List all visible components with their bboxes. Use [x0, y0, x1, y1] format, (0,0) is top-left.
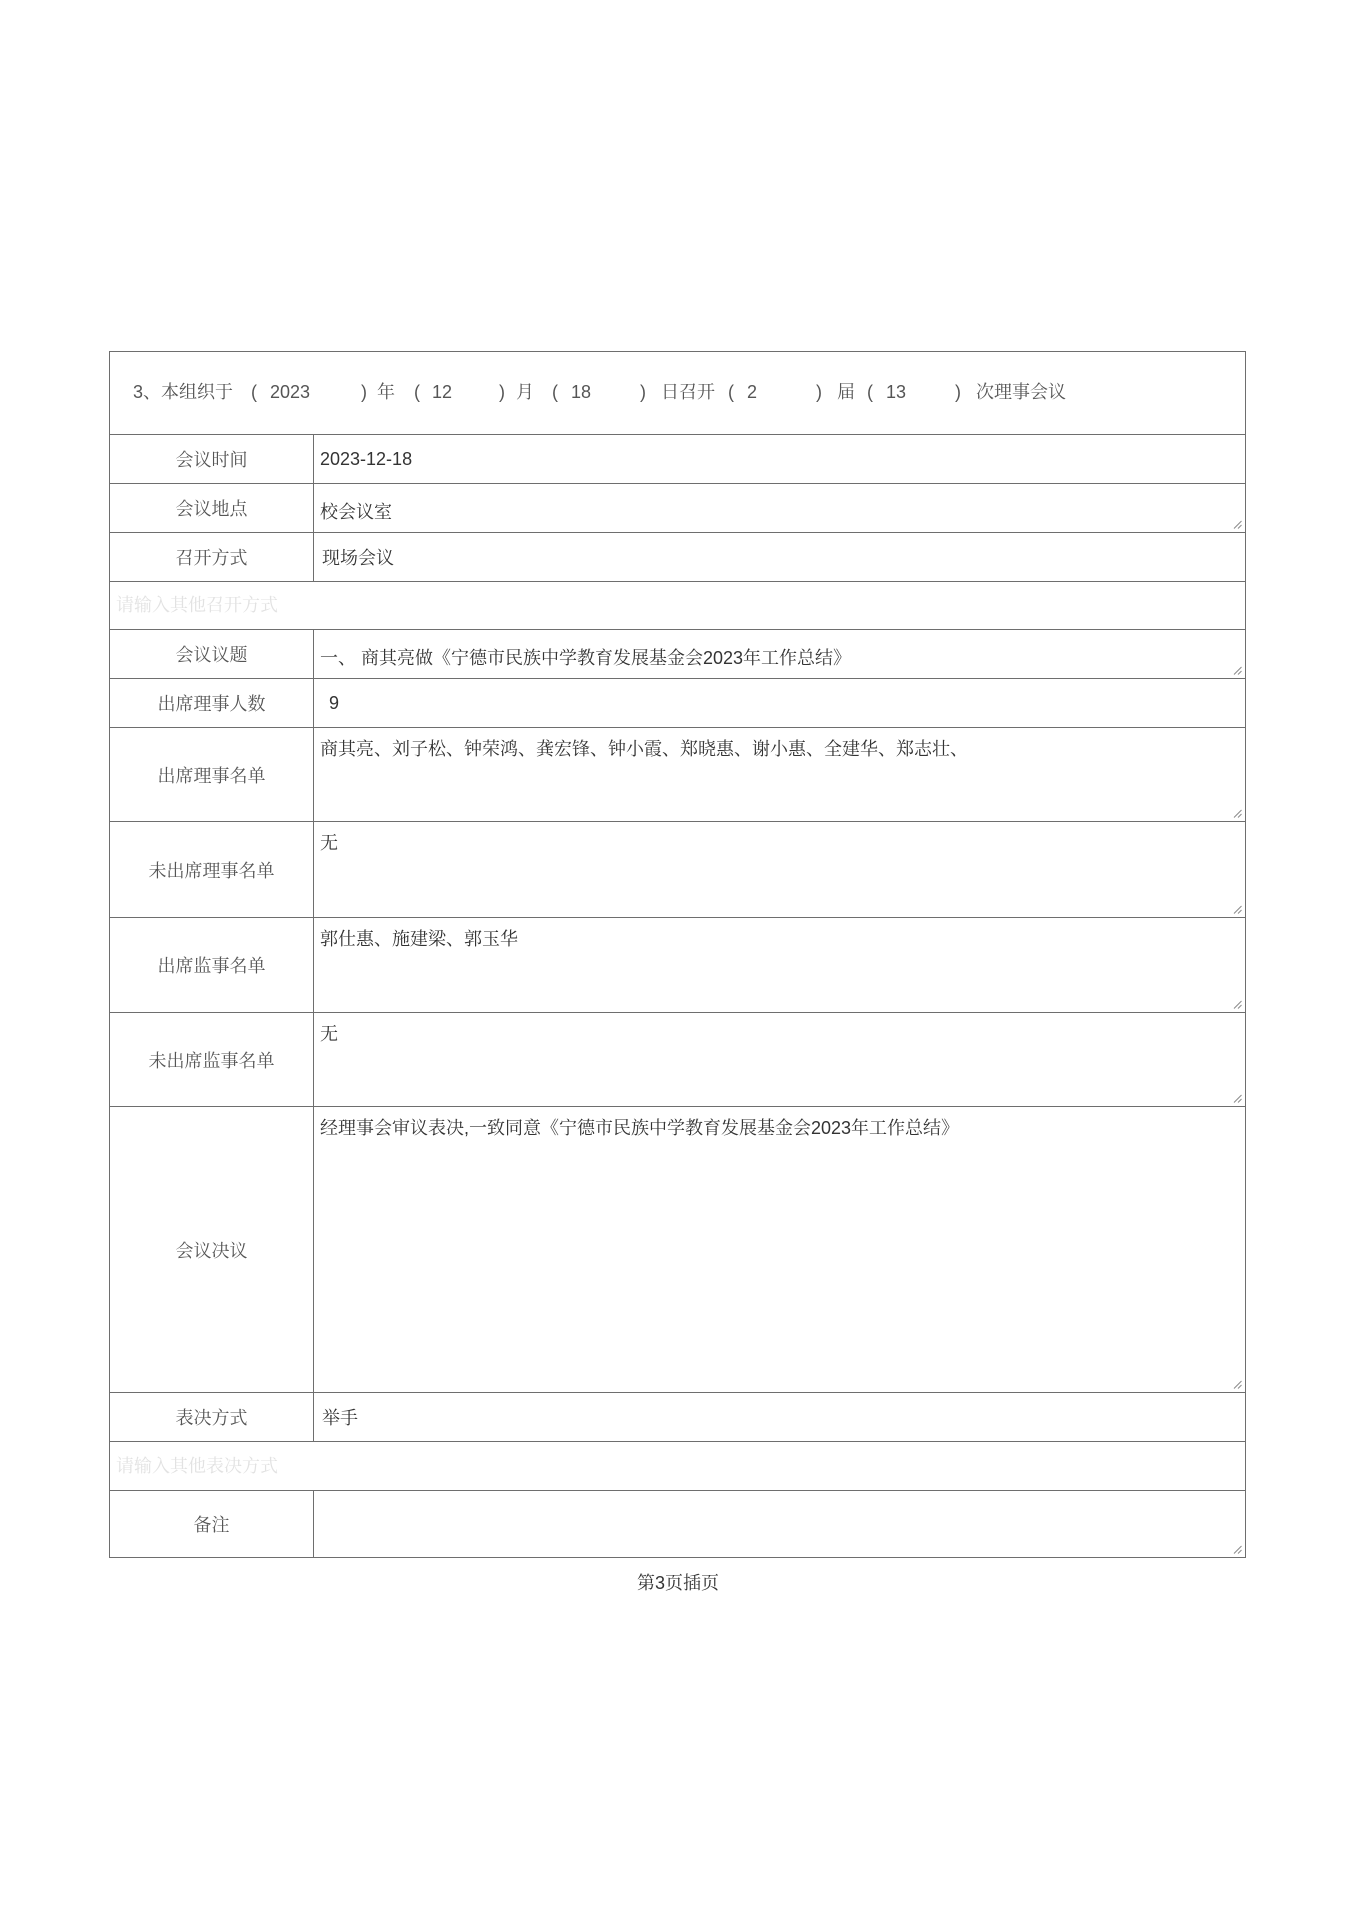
header-prefix: 3、本组织于 [133, 382, 234, 402]
meeting-method-select[interactable]: 现场会议 [322, 548, 394, 568]
absent-directors-cell [314, 822, 1245, 917]
meeting-location-textarea[interactable] [314, 484, 1245, 532]
meeting-time-row [110, 435, 1245, 484]
remarks-cell [314, 1491, 1245, 1557]
meeting-no-close-paren: ) [955, 382, 961, 402]
day-close-paren: ) [640, 382, 646, 402]
supervisors-row [110, 918, 1245, 1013]
day-unit: 日召开 [661, 382, 715, 402]
resolution-label: 会议决议 [110, 1107, 314, 1392]
meeting-no-input[interactable]: 13 [886, 382, 907, 402]
year-input[interactable]: 2023 [270, 382, 311, 402]
resolution-row [110, 1107, 1245, 1393]
month-unit: 月 [516, 382, 534, 402]
meeting-topic-row [110, 630, 1245, 679]
resolution-cell [314, 1107, 1245, 1392]
attendees-cell [314, 728, 1245, 821]
meeting-time-field[interactable]: 2023-12-18 [320, 448, 413, 469]
remarks-textarea[interactable] [314, 1491, 1245, 1557]
meeting-location-label: 会议地点 [110, 484, 314, 532]
meeting-time-label: 会议时间 [110, 435, 314, 483]
resize-handle-icon[interactable] [1233, 1000, 1242, 1009]
resize-handle-icon[interactable] [1233, 1545, 1242, 1554]
absent-directors-textarea[interactable] [314, 822, 1245, 917]
absent-supervisors-cell [314, 1013, 1245, 1106]
session-input[interactable]: 2 [747, 382, 758, 402]
attendees-textarea[interactable] [314, 728, 1245, 821]
resize-handle-icon[interactable] [1233, 1380, 1242, 1389]
page-footer: 第3页插页 [636, 1573, 719, 1593]
meeting-record-form [109, 351, 1246, 1558]
resize-handle-icon[interactable] [1233, 666, 1242, 675]
meeting-method-label: 召开方式 [110, 533, 314, 581]
month-open-paren: ( [414, 382, 420, 402]
absent-supervisors-row [110, 1013, 1245, 1107]
remarks-row [110, 1491, 1245, 1557]
remarks-label: 备注 [110, 1491, 314, 1557]
vote-method-other-input[interactable] [110, 1442, 1245, 1490]
supervisors-label: 出席监事名单 [110, 918, 314, 1012]
vote-method-row [110, 1393, 1245, 1442]
meeting-no-unit: 次理事会议 [976, 382, 1066, 402]
meeting-location-row [110, 484, 1245, 533]
meeting-no-open-paren: ( [867, 382, 873, 402]
absent-directors-label: 未出席理事名单 [110, 822, 314, 917]
meeting-topic-cell [314, 630, 1245, 678]
session-close-paren: ) [816, 382, 822, 402]
resize-handle-icon[interactable] [1233, 1094, 1242, 1103]
session-unit: 届 [837, 382, 855, 402]
year-close-paren: ) [361, 382, 367, 402]
meeting-header-row [110, 352, 1245, 435]
month-input[interactable]: 12 [432, 382, 453, 402]
year-open-paren: ( [251, 382, 257, 402]
absent-supervisors-label: 未出席监事名单 [110, 1013, 314, 1106]
year-unit: 年 [377, 382, 395, 402]
meeting-topic-textarea[interactable] [314, 630, 1245, 678]
day-open-paren: ( [552, 382, 558, 402]
vote-method-label: 表决方式 [110, 1393, 314, 1441]
meeting-location-cell [314, 484, 1245, 532]
attendee-count-label: 出席理事人数 [110, 679, 314, 727]
absent-supervisors-textarea[interactable] [314, 1013, 1245, 1106]
resize-handle-icon[interactable] [1233, 809, 1242, 818]
day-input[interactable]: 18 [571, 382, 592, 402]
vote-method-select[interactable]: 举手 [322, 1408, 358, 1428]
supervisors-cell [314, 918, 1245, 1012]
meeting-topic-label: 会议议题 [110, 630, 314, 678]
resize-handle-icon[interactable] [1233, 905, 1242, 914]
month-close-paren: ) [499, 382, 505, 402]
resize-handle-icon[interactable] [1233, 520, 1242, 529]
meeting-method-row [110, 533, 1245, 582]
supervisors-textarea[interactable] [314, 918, 1245, 1012]
meeting-method-other-input[interactable] [110, 582, 1245, 629]
attendee-count-input[interactable]: 9 [329, 692, 340, 713]
absent-directors-row [110, 822, 1245, 918]
meeting-method-other-row [110, 582, 1245, 630]
resolution-textarea[interactable] [314, 1107, 1245, 1392]
attendees-label: 出席理事名单 [110, 728, 314, 821]
session-open-paren: ( [728, 382, 734, 402]
attendee-count-row [110, 679, 1245, 728]
attendees-row [110, 728, 1245, 822]
vote-method-other-row [110, 1442, 1245, 1491]
